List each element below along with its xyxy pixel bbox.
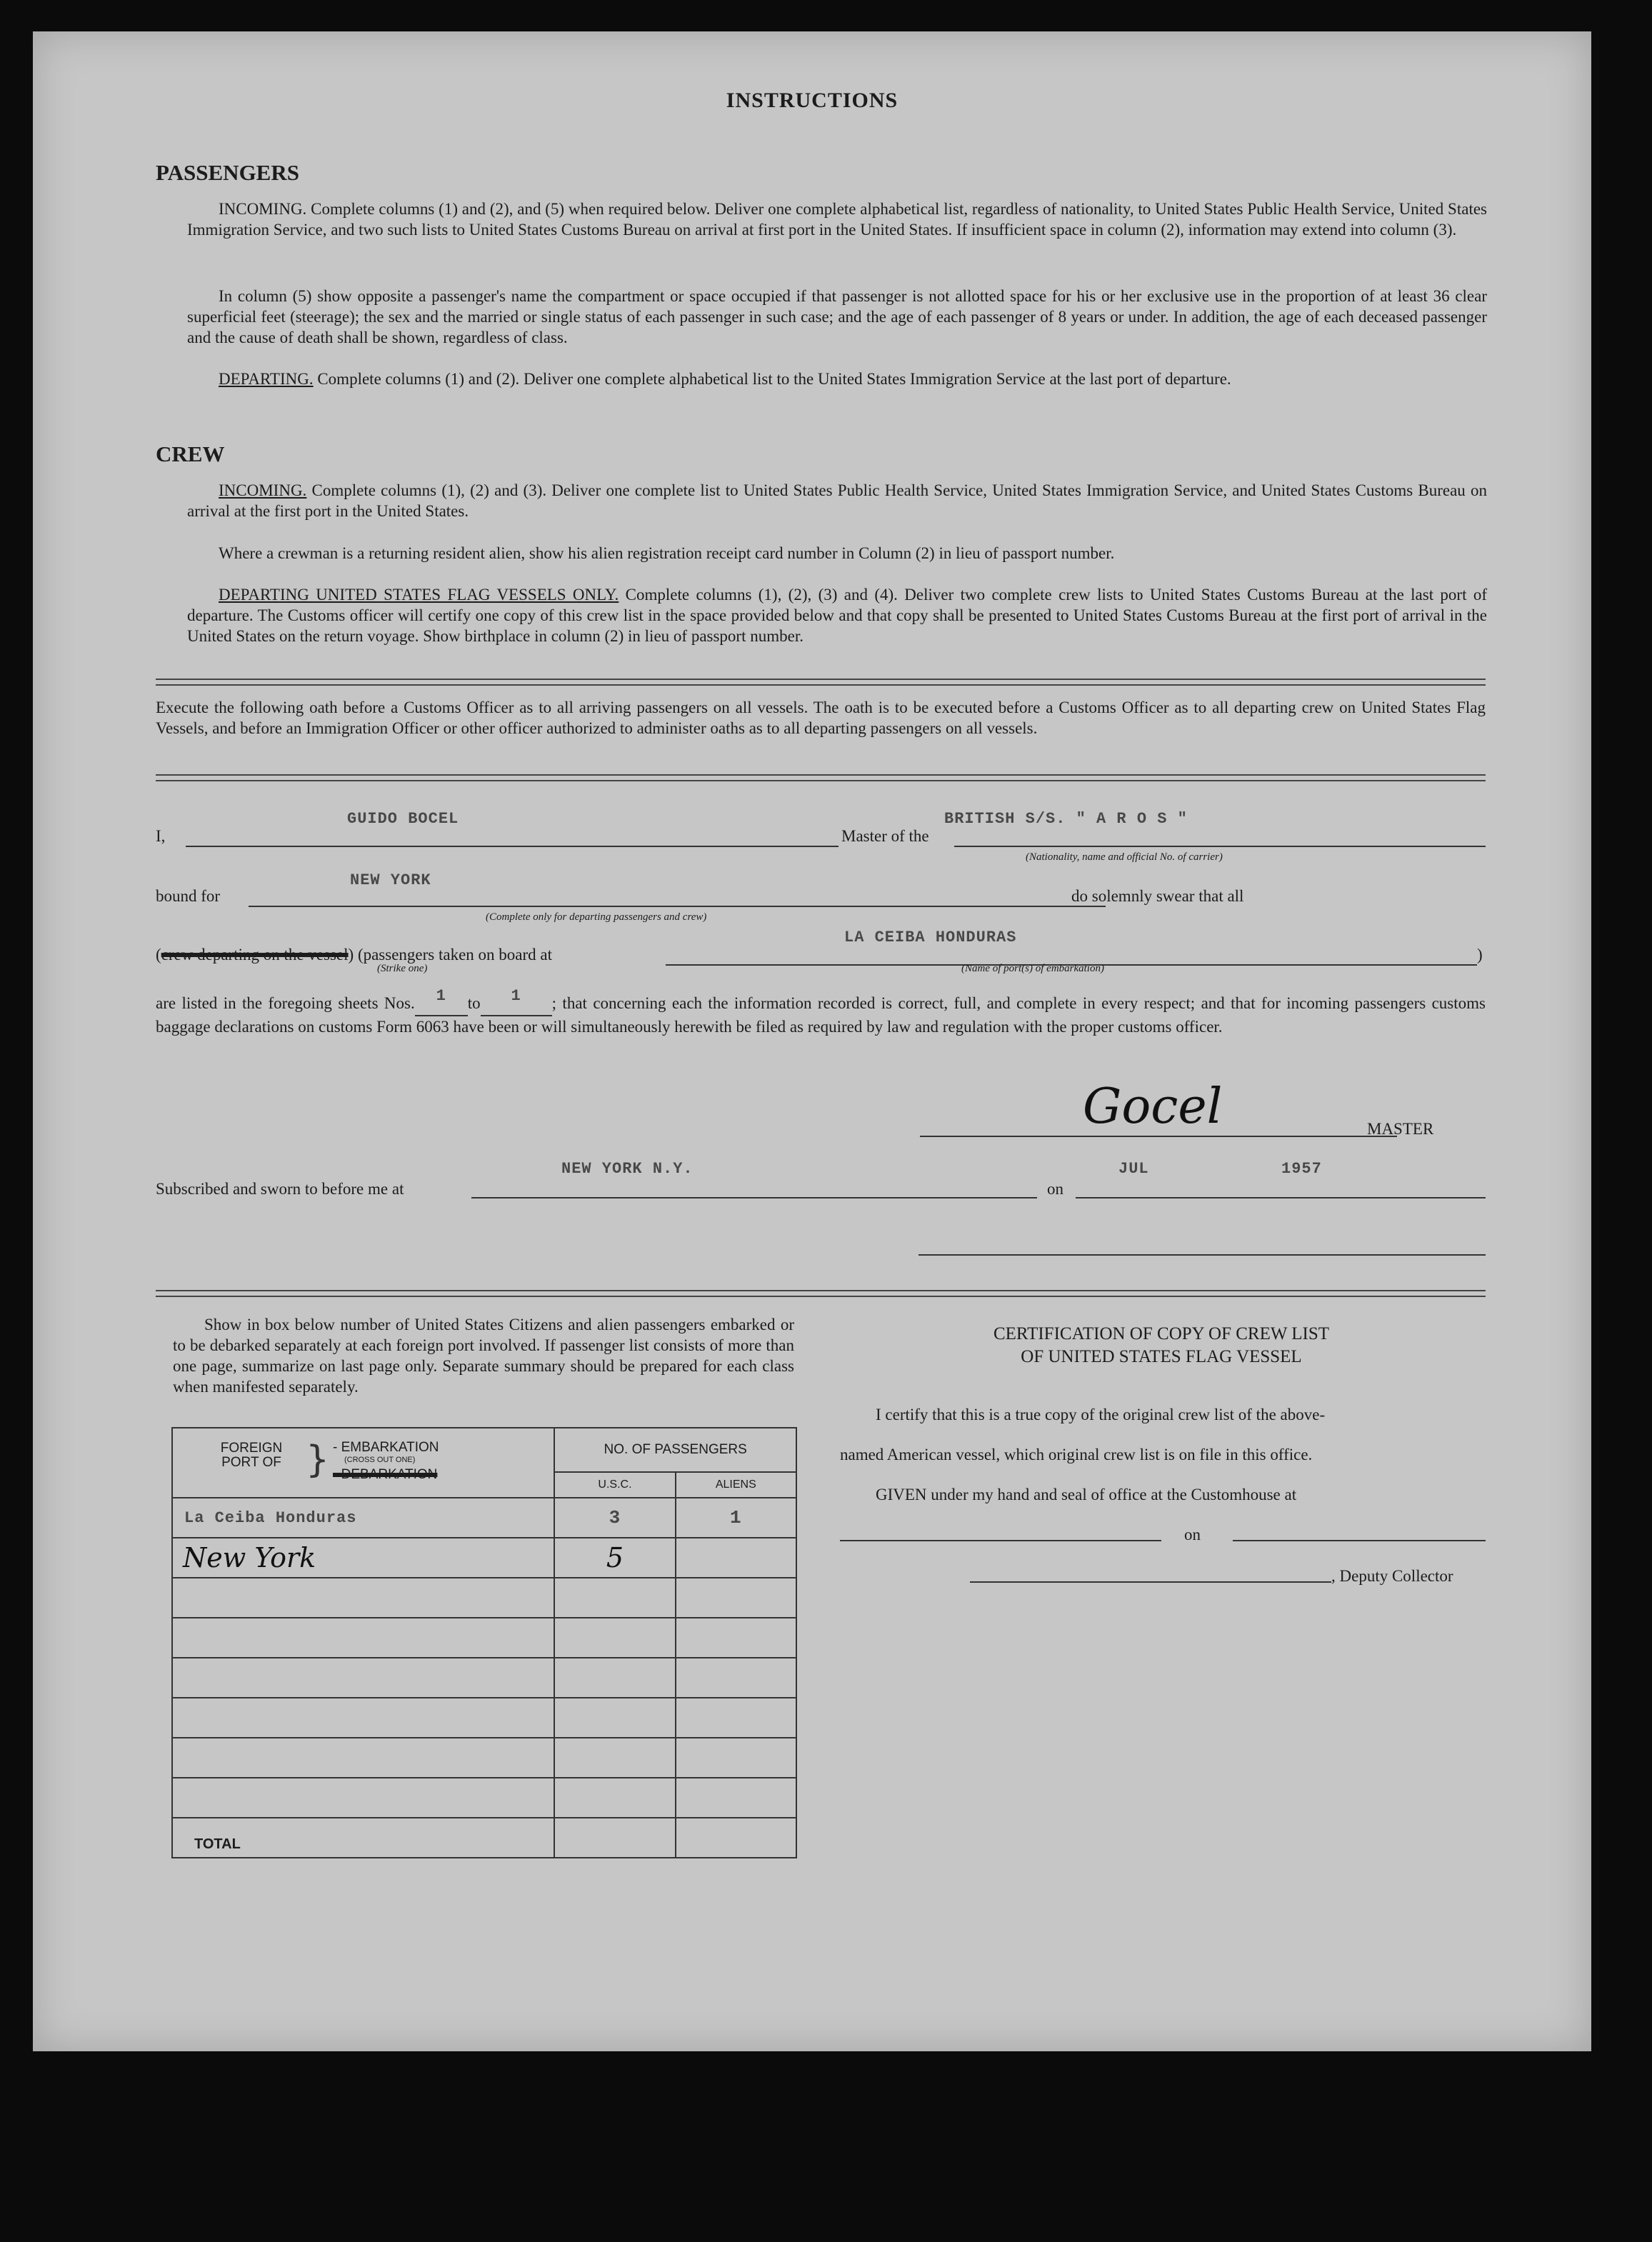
empty-cell: [554, 1578, 675, 1618]
crew-resident-text: Where a crewman is a returning resident alien, show his alien registration receipt card number in Column (2) in lieu of passport number.: [219, 544, 1115, 562]
embarkation-port: LA CEIBA HONDURAS: [844, 929, 1017, 946]
crew-incoming-label: INCOMING.: [219, 481, 307, 499]
crew-heading: CREW: [156, 441, 225, 466]
certification-place-line: [840, 1540, 1161, 1541]
empty-cell: [554, 1738, 675, 1778]
row-port: New York: [183, 1542, 316, 1573]
empty-cell: [554, 1618, 675, 1658]
divider-double: [156, 1290, 1486, 1297]
table-row: [172, 1618, 796, 1658]
header-crossout: (CROSS OUT ONE): [344, 1456, 416, 1464]
summary-note: Show in box below number of United States Citizens and alien passengers embarked or to be debarked separately at each foreign port involved. If passenger list consists of more than one page, summarize on last page only. Separate summary should be prepared for each class when manifested separately.: [173, 1316, 794, 1396]
empty-cell: [172, 1578, 554, 1618]
bound-for-label: bound for: [156, 887, 221, 905]
empty-cell: [172, 1618, 554, 1658]
certification-title-line2: OF UNITED STATES FLAG VESSEL: [1021, 1347, 1302, 1366]
divider-double: [156, 774, 1486, 781]
crew-incoming-body: Complete columns (1), (2) and (3). Deliver one complete list to United States Public Health Service, United States Immigration Service, and United States Customs Bureau on arrival at the first port in the United States.: [187, 481, 1488, 520]
sworn-label: Subscribed and sworn to before me at: [156, 1180, 404, 1198]
document-page: [33, 31, 1591, 2051]
sheet-from: 1: [436, 987, 446, 1005]
officer-signature-line: [918, 1254, 1486, 1256]
passengers-heading: PASSENGERS: [156, 160, 299, 185]
total-usc: [554, 1818, 675, 1858]
certification-title: [840, 1323, 1483, 1368]
sheets-text-a: are listed in the foregoing sheets Nos.: [156, 994, 415, 1012]
sworn-place: NEW YORK N.Y.: [561, 1160, 694, 1178]
open-paren: (: [156, 946, 161, 964]
close-paren: ): [1477, 946, 1483, 964]
total-row: [172, 1818, 796, 1858]
table-row: [172, 1658, 796, 1698]
instructions-title: INSTRUCTIONS: [726, 89, 898, 112]
empty-cell: [172, 1698, 554, 1738]
sworn-year: 1957: [1281, 1160, 1322, 1178]
oath-i-label: I,: [156, 827, 166, 845]
row-usc-value: 5: [606, 1542, 624, 1573]
header-passengers: NO. OF PASSENGERS: [554, 1428, 796, 1472]
header-port-cell: [172, 1428, 554, 1498]
row-port-handwritten: [172, 1538, 554, 1578]
table-row: [172, 1738, 796, 1778]
sworn-on-label: on: [1047, 1180, 1063, 1198]
master-signature: Gocel: [1083, 1079, 1223, 1135]
vessel-name: BRITISH S/S. " A R O S ": [944, 810, 1188, 828]
table-row: [172, 1698, 796, 1738]
bound-for-caption: (Complete only for departing passengers and crew): [486, 911, 707, 923]
table-row: [172, 1578, 796, 1618]
header-debark: [333, 1467, 437, 1483]
oath-intro: Execute the following oath before a Customs Officer as to all arriving passengers on all vessels. The oath is to be executed before a Customs Officer as to all departing crew on United States Flag Vessels, and before an Immigration Officer or other officer authorized to administer oaths as to all departing passengers on all vessels.: [156, 699, 1486, 737]
brace-icon: }: [306, 1438, 330, 1481]
passengers-column5-text: In column (5) show opposite a passenger's name the compartment or space occupied if that passenger is not allotted space for his or her exclusive use in the proportion of at least 36 clear superficial feet (steerage); the sex and the married or single status of each passenger in such case; and the age of each passenger of 8 years or under. In addition, the age of each deceased passenger and the cause of death shall be shown, regardless of class.: [187, 287, 1487, 346]
sworn-place-line: [471, 1197, 1037, 1198]
header-usc: U.S.C.: [554, 1472, 675, 1498]
empty-cell: [676, 1618, 796, 1658]
header-embark: - EMBARKATION: [333, 1440, 439, 1455]
vessel-line: [954, 846, 1486, 847]
empty-cell: [676, 1658, 796, 1698]
certification-title-line1: CERTIFICATION OF COPY OF CREW LIST: [993, 1324, 1330, 1343]
empty-cell: [554, 1778, 675, 1818]
deputy-collector-line: [970, 1581, 1331, 1583]
empty-cell: [554, 1658, 675, 1698]
sheet-from-blank: [415, 987, 468, 1016]
header-port: FOREIGN PORT OF: [220, 1441, 283, 1470]
sheets-text-b: ; that concerning each the information recorded is correct, full, and complete in every respect; and that for incoming passengers customs baggage declarations on customs Form 6063 have been or will simultaneously herewith be filed as required by law and regulation with the proper customs officer.: [156, 994, 1486, 1036]
passenger-summary-table: [171, 1427, 797, 1858]
crew-departing-struck: crew departing on the vessel: [161, 946, 349, 964]
empty-cell: [676, 1778, 796, 1818]
sheet-to: 1: [511, 987, 521, 1005]
passengers-departing-text: [187, 369, 1487, 389]
crew-incoming-text: [187, 480, 1487, 521]
certification-text3: GIVEN under my hand and seal of office at the Customhouse at: [876, 1486, 1297, 1503]
master-name: GUIDO BOCEL: [347, 810, 459, 828]
embarkation-caption: (Name of port(s) of embarkation): [961, 963, 1104, 974]
empty-cell: [172, 1778, 554, 1818]
certification-on-label: on: [1184, 1526, 1201, 1543]
bound-for-line: [249, 906, 1106, 907]
total-label: TOTAL: [172, 1818, 554, 1858]
row-usc: [554, 1498, 675, 1538]
empty-cell: [172, 1658, 554, 1698]
row-aliens: [676, 1498, 796, 1538]
divider-double: [156, 679, 1486, 686]
row-usc-value: 3: [609, 1507, 621, 1528]
passengers-departing-body: Complete columns (1) and (2). Deliver one complete alphabetical list to the United States Immigration Service at the last port of departure.: [317, 370, 1231, 388]
sworn-month: JUL: [1118, 1160, 1149, 1178]
row-aliens-value: 1: [730, 1507, 742, 1528]
empty-cell: [676, 1738, 796, 1778]
table-row: [172, 1498, 796, 1538]
strike-caption: (Strike one): [377, 963, 428, 974]
passengers-departing-label: DEPARTING.: [219, 370, 314, 388]
sheets-statement: [156, 987, 1486, 1037]
empty-cell: [172, 1738, 554, 1778]
certification-text1: I certify that this is a true copy of the original crew list of the above-: [876, 1406, 1326, 1423]
master-label: MASTER: [1367, 1120, 1434, 1138]
master-of-label: Master of the: [841, 827, 929, 845]
empty-cell: [676, 1578, 796, 1618]
strike-line: [156, 944, 552, 965]
row-usc: [554, 1538, 675, 1578]
sheet-to-blank: [481, 987, 552, 1016]
deputy-collector-label: , Deputy Collector: [1331, 1567, 1453, 1585]
crew-departing-label: DEPARTING UNITED STATES FLAG VESSELS ONLY.: [219, 586, 619, 604]
table-row: [172, 1778, 796, 1818]
row-port: La Ceiba Honduras: [184, 1508, 357, 1527]
crew-departing-body: Complete columns (1), (2), (3) and (4). Deliver two complete crew lists to United States Customs Bureau at the last port of departure. The Customs officer will certify one copy of this crew list in the space provided below and that copy shall be presented to United States Customs Bureau at the first port of arrival in the United States on the return voyage. Show birthplace in column (2) in lieu of passport number.: [187, 586, 1488, 645]
total-aliens: [676, 1818, 796, 1858]
empty-cell: [554, 1698, 675, 1738]
passengers-taken-label: ) (passengers taken on board at: [348, 946, 553, 964]
sworn-date-line: [1076, 1197, 1486, 1198]
certification-text2: named American vessel, which original crew list is on file in this office.: [840, 1446, 1313, 1463]
table-row: [172, 1538, 796, 1578]
header-debark-text: - DEBARKATION: [333, 1467, 438, 1482]
signature-line: [920, 1136, 1397, 1137]
vessel-caption: (Nationality, name and official No. of carrier): [1026, 851, 1223, 863]
bound-for-value: NEW YORK: [350, 871, 431, 889]
master-name-line: [186, 846, 838, 847]
header-aliens: ALIENS: [676, 1472, 796, 1498]
passengers-incoming-text: INCOMING. Complete columns (1) and (2), and (5) when required below. Deliver one complete alphabetical list, regardless of nationality, to United States Public Health Service, United States Immigration Service, and two such lists to United States Customs Bureau on arrival at first port in the United States. If insufficient space in column (2), information may extend into column (3).: [187, 200, 1487, 239]
to-label: to: [467, 994, 481, 1012]
row-aliens: [676, 1538, 796, 1578]
swear-label: do solemnly swear that all: [1071, 887, 1244, 905]
crew-departing-text: [187, 584, 1487, 646]
row-port-typed: [172, 1498, 554, 1538]
certification-date-line: [1233, 1540, 1486, 1541]
empty-cell: [676, 1698, 796, 1738]
